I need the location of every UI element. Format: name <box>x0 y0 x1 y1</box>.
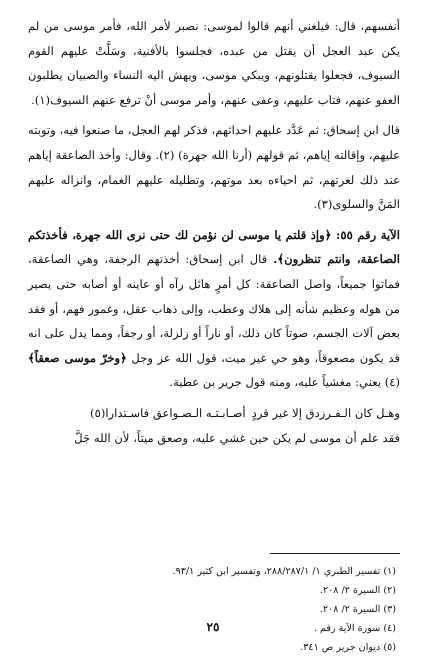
footnote-1: (١) تفسير الطبري ١/ ٢٨٨/٢٨٧/١، وتفسير ابن كثير ٩٣/١. <box>172 566 396 577</box>
quran-quote: ﴿وخرّ موسى صعقاً﴾ <box>28 350 127 365</box>
verse-second-hemistich: أصـابـتـه الـصـواعق فاسـتدارا(٥) <box>90 405 246 420</box>
footnotes <box>40 562 396 657</box>
paragraph-1: أنفسهم، قال: فيلغني أنهم قالوا لموسى: نصبر لأمر الله، فأمر موسى من لم يكن عبد العجل أن يقتل من عبده، فجلسوا بالأفنية، وسَلَّتْ عليهم القوم السيوف، فجعلوا يقتلونهم، ويبكي موسى، ويهش اليه النساء والصبيان يطلبون العفو عنهم، فتاب عليهم، وعفى عنهم، وأمر موسى أنْ ترفع عنهم السيوف(١). <box>28 19 400 107</box>
paragraph-3 <box>28 223 400 395</box>
footnote-3: (٣) السيرة ٢/ ٢٠٨. <box>319 604 396 615</box>
page-number: ٢٥ <box>206 620 220 634</box>
paragraph-3-text-a: قال ابن إسحاق: أخذتهم الرجفة، وهي الصاعقة، فماتوا جميعاً، واصل الصاعقة: كل أمرٍ هائل رآه أو عاينه أو أصابه حتى يصير من هوله وعظيم شأنه إلى هلاك وعطب، وإلى ذهاب عقل، وغمور فهم، أو فقد بعض آلات الجسم، صوتاً كان ذلك، أو ناراً أو زلزلة، أو رجفاً، ومما يدل على انه قد يكون مصعوقاً، وهو حي غير ميت، قول الله عز وجل <box>28 252 400 365</box>
footnote-5: (٥) ديوان جرير ص ٣٤١. <box>300 642 396 653</box>
main-text <box>28 14 400 450</box>
footnote-4: (٤) سورة الآية رقم . <box>313 623 396 634</box>
paragraph-3-text-b: (٤) يعني: مغشياً عليه، ومنه قول جرير بن عطية. <box>169 375 400 390</box>
paragraph-4: فقد علم أن موسى لم يكن حين غشي عليه، وصعق ميتاً، لأن الله جَلَّ <box>74 430 400 445</box>
verse-first-hemistich: وهـل كان الـفـرزدق إلا غير قردٍ <box>251 405 400 420</box>
footnote-2: (٢) السيرة ٢/ ٢٠٨. <box>319 585 396 596</box>
paragraph-2: قال ابن إسحاق: ثم عَدَّد عليهم احداثهم، فذكر لهم العجل، ما صنعوا فيه، وتوبته عليهم، وإقالته إياهم، ثم قولهم (أرنا الله جهرة) (٢). وقال: وأخذ الصاعقة إياهم عند ذلك لغرتهم، ثم احياءه بعد موتهم، وتظليله عليهم الغمام، وانزاله عليهم المَنَّ والسلوى(٣). <box>28 123 400 212</box>
poetry-verse <box>28 401 400 426</box>
footnote-divider <box>270 553 400 554</box>
verse-heading: الآية رقم ٥٥: ﴿وإذ قلتم يا موسى لن نؤمن لك حتى نرى الله جهرة، فأخذتكم الصاعقة، وانتم تنظرون﴾. <box>28 227 401 267</box>
